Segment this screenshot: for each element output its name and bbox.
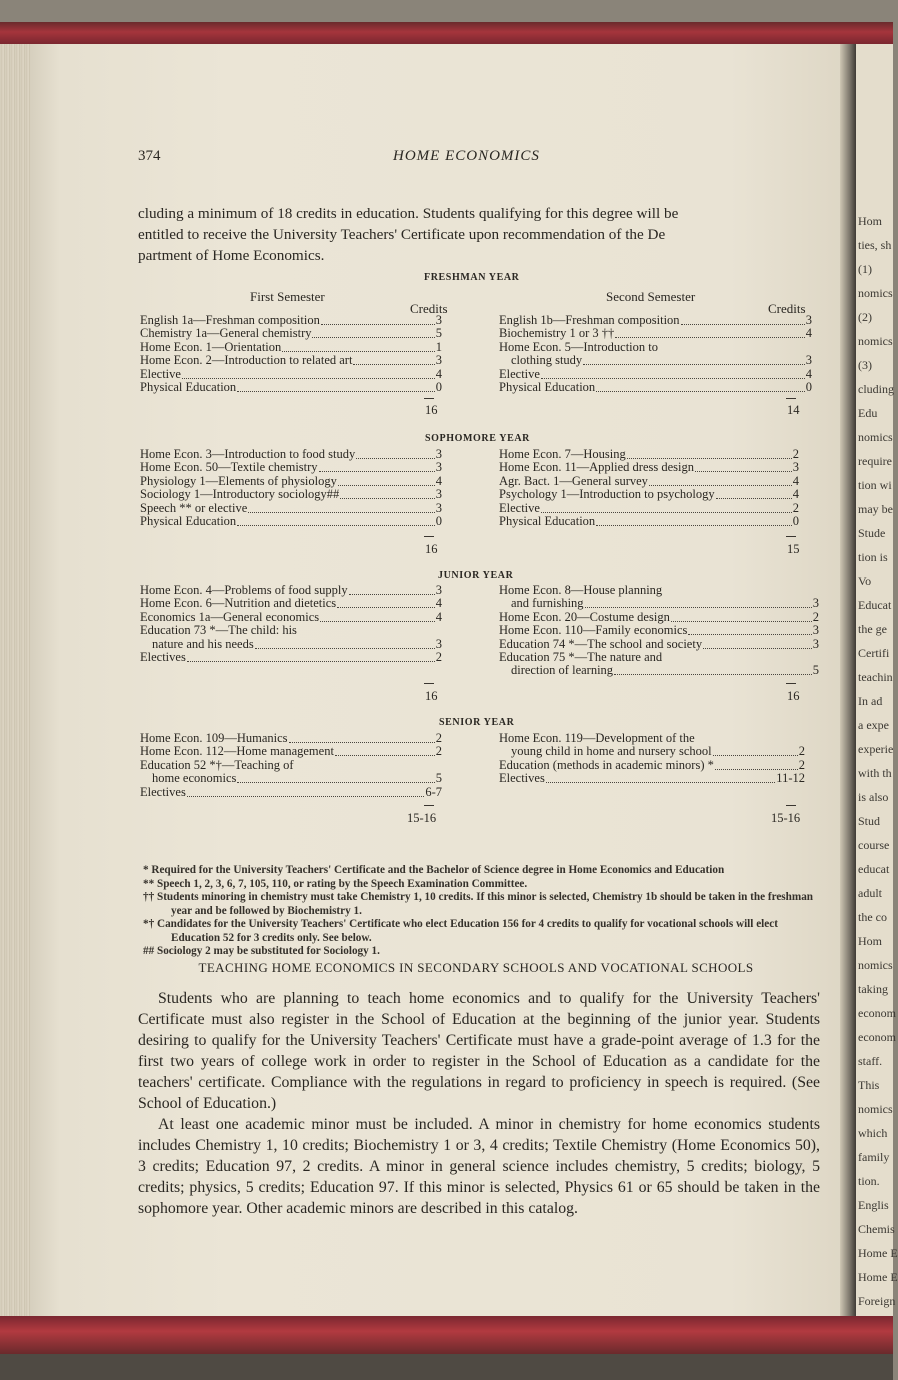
facing-page-text: may be [858,502,893,516]
course-row [499,341,812,354]
senior-year-heading: SENIOR YEAR [439,717,515,728]
course-credits: 5 [435,771,442,786]
course-credits: 2 [798,757,805,772]
course-name: Home Econ. 4—Problems of food supply [140,583,348,597]
course-name: Home Econ. 109—Humanics [140,731,288,745]
course-name: Home Econ. 8—House planning [499,583,663,597]
course-row [499,745,805,758]
leader-dots [713,745,798,756]
facing-page [856,44,898,1316]
facing-page-text: staff. [858,1054,883,1068]
intro-line: cluding a minimum of 18 credits in education. Students qualifying for this degree will be [138,205,679,222]
sophomore-first-semester [140,448,442,528]
freshman-second-semester [499,314,812,394]
facing-page-text: (1) [858,262,872,276]
senior-second-semester [499,732,805,786]
course-name: Sociology 1—Introductory sociology## [140,487,340,502]
course-name: Home Econ. 3—Introduction to food study [140,447,356,461]
facing-page-text: (3) [858,358,872,372]
facing-page-text: educat [858,862,890,876]
course-row [140,488,442,501]
facing-page-text: require [858,454,892,468]
course-row [499,638,819,651]
leader-dots [237,772,434,783]
facing-page-text: tion is [858,550,888,564]
body-paragraph: Students who are planning to teach home economics and to qualify for the University Teachers' Certificate must also register in the School of Education at the beginning of the junior year. Students desiring to qualify for the University Teachers' Certificate must have a grade-point average of 1.3 for the first two years of college work in order to register in the School of Education as a candidate for the teachers' certificate. Compliance with the regulations in regard to proficiency in speech is required. (See School of Education.) [138,990,820,1112]
course-row [499,759,805,772]
junior-first-semester [140,584,442,664]
course-row [499,515,799,528]
leader-dots [237,515,435,526]
course-row [140,759,442,772]
leader-dots [546,772,775,783]
leader-dots [349,584,435,595]
course-name: Home Econ. 20—Costume design [499,609,670,624]
course-credits: 2 [435,650,442,665]
footnote: †† Students minoring in chemistry must take Chemistry 1, 10 credits. If this minor is selected, Chemistry 1b should be taken in the freshman year and be followed by Biochemistry 1. [143,891,814,917]
facing-page-text: nomics [858,286,893,300]
course-credits: 0 [805,380,812,395]
course-credits: 3 [435,353,442,368]
course-row [140,341,442,354]
facing-page-text: ties, sh [858,238,892,252]
leader-dots [237,381,435,392]
facing-page-text: This [858,1078,880,1092]
course-row [140,502,442,515]
course-credits: 0 [792,514,799,529]
course-row [499,772,805,785]
total-rule [424,536,434,537]
course-row [499,488,799,501]
course-name: Physical Education [499,380,596,395]
course-credits: 4 [435,609,442,624]
course-name: clothing study [511,353,583,368]
course-name: Home Econ. 6—Nutrition and dietetics [140,596,337,611]
facing-page-text: In ad [858,694,883,708]
facing-page-text: teachin [858,670,893,684]
junior-first-total: 16 [425,689,438,703]
facing-page-text: nomics [858,958,893,972]
intro-paragraph [138,203,814,266]
course-name: Home Econ. 50—Textile chemistry [140,460,318,475]
leader-dots [248,502,435,513]
course-row [140,584,442,597]
course-row [499,624,819,637]
leader-dots [583,354,805,365]
course-credits: 4 [805,326,812,341]
leader-dots [335,745,435,756]
facing-page-text: tion. [858,1174,880,1188]
footnote: *† Candidates for the University Teachers' Certificate who elect Education 156 for 4 credits to qualify for vocational schools will elect Education 52 for 3 credits only. See below. [143,918,778,944]
facing-page-text: which [858,1126,888,1140]
course-credits: 3 [435,313,442,327]
course-row [140,354,442,367]
course-row [499,461,799,474]
course-name: English 1a—Freshman composition [140,313,320,327]
course-row [140,461,442,474]
leader-dots [356,448,435,459]
junior-second-total: 16 [787,689,800,703]
course-credits: 3 [435,460,442,475]
course-credits: 2 [435,731,442,745]
course-name: Physical Education [140,380,237,395]
leader-dots [187,786,425,797]
leader-dots [703,638,812,649]
course-credits: 2 [792,447,799,461]
leader-dots [614,664,812,675]
sophomore-second-semester [499,448,799,528]
course-name: Home Econ. 7—Housing [499,447,626,461]
running-title: HOME ECONOMICS [393,148,540,164]
section-body [138,988,820,1219]
course-credits: 4 [792,487,799,502]
facing-page-text: nomics [858,430,893,444]
course-row [499,732,805,745]
course-credits: 3 [812,636,819,651]
course-name: Home Econ. 5—Introduction to [499,339,658,354]
facing-page-text: family [858,1150,890,1164]
course-name: Speech ** or elective [140,500,248,515]
course-credits: 4 [435,366,442,381]
course-credits: 3 [812,596,819,611]
total-rule [424,398,434,399]
course-credits: 3 [435,487,442,502]
leader-dots [320,611,435,622]
total-rule [424,683,434,684]
intro-line: partment of Home Economics. [138,247,325,264]
leader-dots [585,597,812,608]
total-rule [786,683,796,684]
course-row [140,475,442,488]
course-row [140,772,442,785]
facing-page-text: Certifi [858,646,890,660]
facing-page-text: is also [858,790,889,804]
course-name: and furnishing [511,596,584,611]
course-name: Home Econ. 110—Family economics [499,623,688,638]
second-semester-label: Second Semester [606,289,696,304]
leader-dots [671,611,812,622]
sophomore-year-heading: SOPHOMORE YEAR [425,433,530,444]
facing-page-text: Hom [858,214,882,228]
course-credits: 3 [435,447,442,461]
course-credits: 6-7 [425,784,442,799]
page-edges [0,44,30,1316]
leader-dots [338,475,435,486]
course-credits: 0 [435,514,442,529]
running-head [138,148,798,166]
intro-line: entitled to receive the University Teachers' Certificate upon recommendation of the De [138,226,666,243]
course-name: Education 52 *†—Teaching of [140,757,294,772]
course-name: Electives [499,771,545,786]
course-row [499,354,812,367]
course-name: Home Econ. 2—Introduction to related art [140,353,353,368]
course-name: direction of learning [511,663,614,678]
course-credits: 2 [798,744,805,759]
course-row [499,314,812,327]
body-paragraph: At least one academic minor must be included. A minor in chemistry for home economics students includes Chemistry 1, 10 credits; Biochemistry 1 or 3, 4 credits; Textile Chemistry (Home Economics 50), 3 credits; Education 97, 2 credits. A minor in general science includes chemistry, 5 credits; biology, 5 credits; physics, 5 credits; Education 97. If this minor is selected, Physics 61 or 65 should be taken in the sophomore year. Other academic minors are described in this catalog. [138,1116,820,1217]
total-rule [424,805,434,806]
facing-page-text: taking [858,982,888,996]
leader-dots [541,502,792,513]
facing-page-text: econom [858,1030,896,1044]
senior-first-total: 15-16 [407,811,437,825]
course-name: Agr. Bact. 1—General survey [499,473,648,488]
book-binding-bottom [0,1316,893,1354]
footnote: ** Speech 1, 2, 3, 6, 7, 105, 110, or rating by the Speech Examination Committee. [143,877,528,890]
facing-page-text: nomics [858,1102,893,1116]
leader-dots [681,314,805,325]
course-name: Education 74 *—The school and society [499,636,703,651]
facing-page-text: Home E [858,1246,898,1260]
course-credits: 2 [812,609,819,624]
course-name: Psychology 1—Introduction to psychology [499,487,715,502]
course-credits: 3 [792,460,799,475]
course-credits: 5 [812,663,819,678]
course-credits: 4 [805,366,812,381]
leader-dots [688,624,811,635]
course-name: Elective [499,500,540,515]
leader-dots [615,327,804,338]
leader-dots [187,651,435,662]
course-name: Chemistry 1a—General chemistry [140,326,312,341]
sophomore-first-total: 16 [425,542,438,556]
course-row [499,597,819,610]
freshman-year-heading: FRESHMAN YEAR [424,272,520,283]
course-row [499,368,812,381]
course-row [140,327,442,340]
course-row [140,515,442,528]
course-name: Home Econ. 112—Home management [140,744,334,759]
total-rule [786,536,796,537]
course-credits: 4 [435,473,442,488]
course-row [140,651,442,664]
course-name: young child in home and nursery school [511,744,712,759]
leader-dots [649,475,792,486]
course-row [140,638,442,651]
total-rule [786,805,796,806]
facing-page-text: Chemis [858,1222,895,1236]
course-credits: 2 [792,500,799,515]
section-title: TEACHING HOME ECONOMICS IN SECONDARY SCHOOLS AND VOCATIONAL SCHOOLS [198,960,754,975]
course-row [499,611,819,624]
book-gutter [840,44,856,1316]
leader-dots [321,314,435,325]
leader-dots [340,488,434,499]
course-name: Physical Education [499,514,596,529]
facing-page-text: econom [858,1006,896,1020]
leader-dots [255,638,435,649]
footnote: * Required for the University Teachers' Certificate and the Bachelor of Science degree in Home Economics and Education [143,864,725,876]
course-credits: 2 [435,744,442,759]
facing-page-text: the co [858,910,887,924]
course-name: Economics 1a—General economics [140,609,320,624]
sophomore-second-total: 15 [787,542,800,556]
credits-label-first: Credits [410,301,448,316]
course-row [140,786,442,799]
leader-dots [282,341,434,352]
leader-dots [716,488,792,499]
course-row [499,502,799,515]
facing-page-text: tion wi [858,478,892,492]
course-credits: 11-12 [776,771,805,786]
facing-page-text: Foreign [858,1294,896,1308]
course-credits: 3 [435,583,442,597]
leader-dots [715,759,798,770]
facing-page-text: Stude [858,526,886,540]
leader-dots [337,597,435,608]
senior-second-total: 15-16 [771,811,801,825]
facing-page-text: Englis [858,1198,889,1212]
facing-page-text: experie [858,742,894,756]
facing-page-text: Stud [858,814,881,828]
leader-dots [182,368,435,379]
facing-page-text: a expe [858,718,889,732]
course-row [140,368,442,381]
facing-page-text: Vo [858,574,872,588]
course-credits: 3 [805,313,812,327]
facing-page-text: Home E [858,1270,898,1284]
course-name: Home Econ. 11—Applied dress design [499,460,694,475]
course-row [140,448,442,461]
course-row [499,381,812,394]
course-name: Education 73 *—The child: his [140,623,297,638]
course-name: nature and his needs [152,636,254,651]
course-row [499,448,799,461]
page-number: 374 [138,148,161,164]
facing-page-text: nomics [858,334,893,348]
course-row [140,611,442,624]
book-binding-top [0,22,893,44]
credits-label-second: Credits [768,301,806,316]
course-name: Electives [140,784,186,799]
facing-page-text: course [858,838,890,852]
course-credits: 4 [792,473,799,488]
leader-dots [596,515,792,526]
freshman-first-total: 16 [425,403,438,417]
facing-page-text: the ge [858,622,887,636]
course-row [499,651,819,664]
course-name: Elective [499,366,540,381]
course-row [140,597,442,610]
course-row [140,314,442,327]
course-row [140,624,442,637]
leader-dots [596,381,805,392]
course-row [499,664,819,677]
course-row [499,584,819,597]
scan-base [0,1354,893,1380]
footnotes [143,864,819,959]
course-name: home economics [152,771,237,786]
course-credits: 0 [435,380,442,395]
course-credits: 3 [435,500,442,515]
leader-dots [695,461,792,472]
course-name: Physical Education [140,514,237,529]
facing-page-text: Edu [858,406,878,420]
course-credits: 3 [805,353,812,368]
course-credits: 3 [812,623,819,638]
leader-dots [541,368,805,379]
freshman-first-semester [140,314,442,394]
course-row [499,327,812,340]
course-name: Home Econ. 1—Orientation [140,339,282,354]
course-name: Electives [140,650,186,665]
facing-page-text: (2) [858,310,872,324]
total-rule [786,398,796,399]
leader-dots [627,448,792,459]
course-credits: 4 [435,596,442,611]
course-credits: 1 [435,339,442,354]
junior-second-semester [499,584,819,678]
course-row [140,745,442,758]
facing-page-text: cluding [858,382,894,396]
course-name: Education (methods in academic minors) * [499,757,714,772]
leader-dots [312,327,434,338]
facing-page-text: Educat [858,598,892,612]
course-row [140,381,442,394]
course-name: Biochemistry 1 or 3 †† [499,326,615,341]
course-name: Elective [140,366,181,381]
senior-first-semester [140,732,442,799]
course-name: Education 75 *—The nature and [499,650,663,665]
course-name: Physiology 1—Elements of physiology [140,473,337,488]
facing-page-text: adult [858,886,882,900]
leader-dots [319,461,435,472]
leader-dots [289,732,435,743]
course-row [140,732,442,745]
junior-year-heading: JUNIOR YEAR [438,570,514,581]
course-credits: 5 [435,326,442,341]
facing-page-text: with th [858,766,892,780]
first-semester-label: First Semester [250,289,325,304]
course-credits: 3 [435,636,442,651]
facing-page-text: Hom [858,934,882,948]
freshman-second-total: 14 [787,403,800,417]
course-name: Home Econ. 119—Development of the [499,731,695,745]
footnote: ## Sociology 2 may be substituted for Sociology 1. [143,945,380,957]
leader-dots [353,354,434,365]
course-name: English 1b—Freshman composition [499,313,680,327]
course-row [499,475,799,488]
